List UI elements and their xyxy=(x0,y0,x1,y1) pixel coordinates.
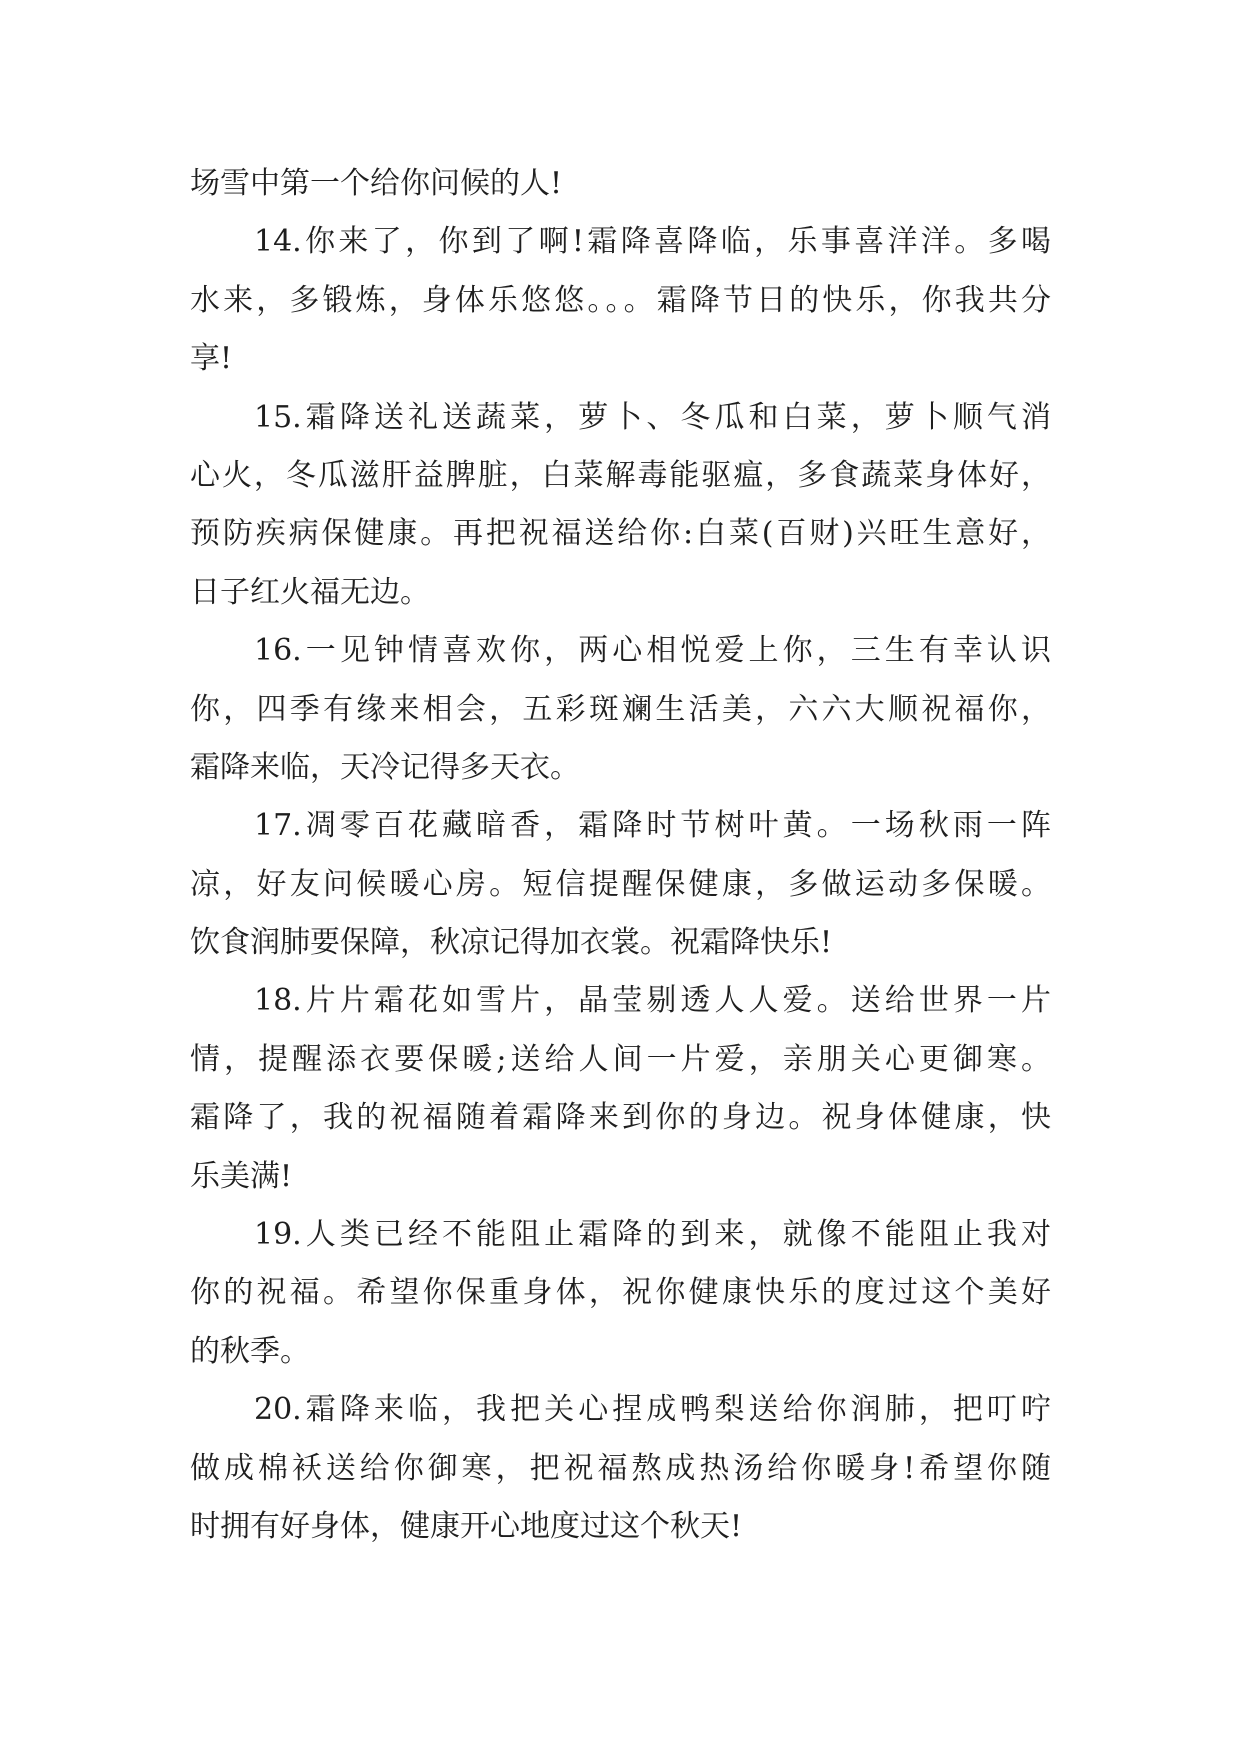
text-line: 的秋季。 xyxy=(190,1333,310,1369)
text-line: 19.人类已经不能阻止霜降的到来，就像不能阻止我对 xyxy=(254,1217,1051,1253)
text-line: 14.你来了，你到了啊!霜降喜降临，乐事喜洋洋。多喝 xyxy=(254,224,1051,260)
text-line: 预防疾病保健康。再把祝福送给你:白菜(百财)兴旺生意好， xyxy=(190,516,1051,552)
text-line: 时拥有好身体，健康开心地度过这个秋天! xyxy=(190,1508,743,1544)
text-line: 你，四季有缘来相会，五彩斑斓生活美，六六大顺祝福你， xyxy=(190,691,1051,727)
text-line: 16.一见钟情喜欢你，两心相悦爱上你，三生有幸认识 xyxy=(254,633,1051,669)
text-line: 日子红火福无边。 xyxy=(190,574,430,610)
document-body xyxy=(190,155,1051,1556)
text-line: 饮食润肺要保障，秋凉记得加衣裳。祝霜降快乐! xyxy=(190,925,833,961)
text-line: 17.凋零百花藏暗香，霜降时节树叶黄。一场秋雨一阵 xyxy=(254,808,1051,844)
text-line: 20.霜降来临，我把关心捏成鸭梨送给你润肺，把叮咛 xyxy=(254,1392,1051,1428)
text-line: 做成棉袄送给你御寒，把祝福熬成热汤给你暖身!希望你随 xyxy=(190,1450,1051,1486)
text-line: 心火，冬瓜滋肝益脾脏，白菜解毒能驱瘟，多食蔬菜身体好， xyxy=(190,457,1051,493)
paragraph-14 xyxy=(190,213,1051,388)
text-line: 18.片片霜花如雪片，晶莹剔透人人爱。送给世界一片 xyxy=(254,983,1051,1019)
paragraph-16 xyxy=(190,622,1051,797)
text-line: 乐美满! xyxy=(190,1158,293,1194)
paragraph-20 xyxy=(190,1381,1051,1556)
paragraph-19 xyxy=(190,1206,1051,1381)
text-line: 情，提醒添衣要保暖;送给人间一片爱，亲朋关心更御寒。 xyxy=(190,1041,1051,1077)
text-line: 凉，好友问候暖心房。短信提醒保健康，多做运动多保暖。 xyxy=(190,866,1051,902)
paragraph-continuation xyxy=(190,155,1051,213)
text-line: 你的祝福。希望你保重身体，祝你健康快乐的度过这个美好 xyxy=(190,1275,1051,1311)
paragraph-17 xyxy=(190,797,1051,972)
paragraph-18 xyxy=(190,972,1051,1206)
text-line: 霜降了，我的祝福随着霜降来到你的身边。祝身体健康，快 xyxy=(190,1100,1051,1136)
paragraph-15 xyxy=(190,389,1051,623)
text-line: 水来，多锻炼，身体乐悠悠。。。霜降节日的快乐，你我共分 xyxy=(190,282,1051,318)
text-line: 15.霜降送礼送蔬菜，萝卜、冬瓜和白菜，萝卜顺气消 xyxy=(254,399,1051,435)
text-line: 霜降来临，天冷记得多天衣。 xyxy=(190,749,580,785)
text-line: 享! xyxy=(190,341,233,377)
text-line: 场雪中第一个给你问候的人! xyxy=(190,166,563,201)
